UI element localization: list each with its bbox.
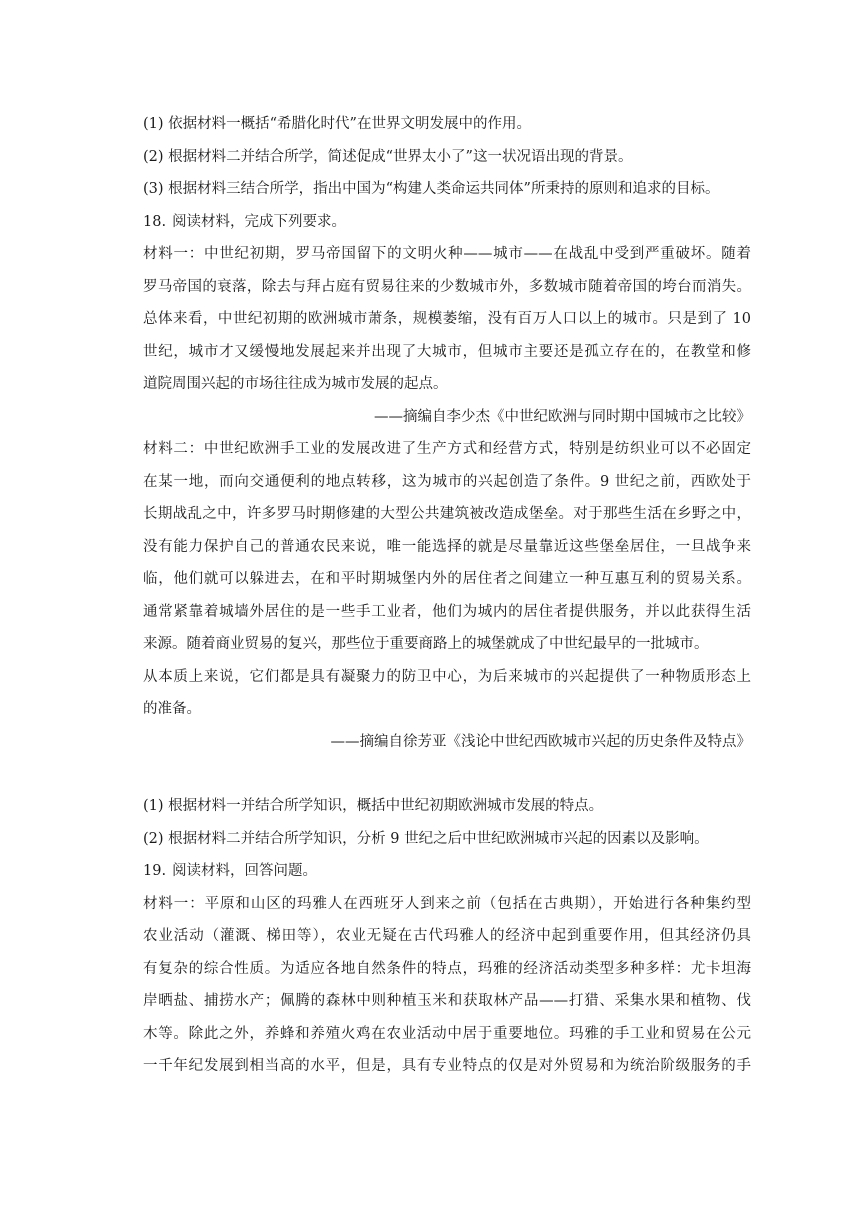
q18-material2-line: 在某一地，而向交通便利的地点转移，这为城市的兴起创造了条件。9 世纪之前，西欧处于 [143, 473, 751, 490]
q19-material1-line: 木等。除此之外，养蜂和养殖火鸡在农业活动中居于重要地位。玛雅的手工业和贸易在公元 [143, 1025, 751, 1042]
q18-number: 18. [143, 213, 167, 230]
q19-prompt: 阅读材料，回答问题。 [172, 863, 318, 879]
q18-material1-line: 材料一：中世纪初期，罗马帝国留下的文明火种——城市——在战乱中受到严重破坏。随着 [143, 246, 751, 262]
q18-material1-line: 总体来看，中世纪初期的欧洲城市萧条，规模萎缩，没有百万人口以上的城市。只是到了 10 [143, 311, 751, 327]
document-page [143, 108, 751, 1083]
q18-material2-line: 没有能力保护自己的普通农民来说，唯一能选择的就是尽量靠近这些堡垒居住，一旦战争来 [143, 538, 751, 555]
q18-sub-question-2: (2) 根据材料二并结合所学知识，分析 9 世纪之后中世纪欧洲城市兴起的因素以及影响。 [143, 830, 709, 847]
q19-material1-line: 农业活动（灌溉、梯田等），农业无疑在古代玛雅人的经济中起到重要作用，但其经济仍具 [143, 928, 751, 944]
q18-prompt: 阅读材料，完成下列要求。 [172, 213, 347, 230]
q18-sub-question-1: (1) 根据材料一并结合所学知识，概括中世纪初期欧洲城市发展的特点。 [143, 798, 604, 814]
q17-sub-question-1: (1) 依据材料一概括“希腊化时代”在世界文明发展中的作用。 [143, 116, 531, 132]
q19-number: 19. [143, 863, 167, 879]
q19-material1-line: 有复杂的综合性质。为适应各地自然条件的特点，玛雅的经济活动类型多种多样：尤卡坦海 [143, 960, 751, 977]
q18-material2-line: 通常紧靠着城墙外居住的是一些手工业者，他们为城内的居住者提供服务，并以此获得生活 [143, 603, 751, 620]
q18-material2-line: 临，他们就可以躲进去，在和平时期城堡内外的居住者之间建立一种互惠互利的贸易关系。 [143, 571, 751, 587]
q18-material2-line: 长期战乱之中，许多罗马时期修建的大型公共建筑被改造成堡垒。对于那些生活在乡野之中， [143, 506, 751, 522]
q18-material2-line: 来源。随着商业贸易的复兴，那些位于重要商路上的城堡就成了中世纪最早的一批城市。 [143, 636, 709, 652]
q18-material1-line: 道院周围兴起的市场往往成为城市发展的起点。 [143, 376, 448, 392]
q18-heading [143, 206, 751, 239]
q18-material1-source: ——摘编自李少杰《中世纪欧洲与同时期中国城市之比较》 [374, 408, 751, 425]
q17-sub-question-3: (3) 根据材料三结合所学，指出中国为“构建人类命运共同体”所秉持的原则和追求的目标。 [143, 181, 720, 197]
q19-heading [143, 855, 751, 888]
section-spacer [143, 758, 751, 790]
q19-material1-line: 岸晒盐、捕捞水产；佩腾的森林中则种植玉米和获取林产品——打猎、采集水果和植物、伐 [143, 993, 751, 1009]
q17-sub-question-2: (2) 根据材料二并结合所学，简述促成“世界太小了”这一状况语出现的背景。 [143, 148, 633, 165]
q18-material2-line: 从本质上来说，它们都是具有凝聚力的防卫中心，为后来城市的兴起提供了一种物质形态上 [143, 668, 751, 685]
q18-material1-line: 罗马帝国的衰落，除去与拜占庭有贸易往来的少数城市外，多数城市随着帝国的垮台而消失。 [143, 278, 751, 295]
q18-material2-line: 材料二：中世纪欧洲手工业的发展改进了生产方式和经营方式，特别是纺织业可以不必固定 [143, 441, 751, 457]
q18-material2-source: ——摘编自徐芳亚《浅论中世纪西欧城市兴起的历史条件及特点》 [330, 733, 751, 750]
q18-material2-line: 的准备。 [143, 701, 201, 717]
q19-material1-line: 材料一：平原和山区的玛雅人在西班牙人到来之前（包括在古典期），开始进行各种集约型 [143, 895, 751, 912]
q18-material1-line: 世纪，城市才又缓慢地发展起来并出现了大城市，但城市主要还是孤立存在的，在教堂和修 [143, 343, 751, 360]
q19-material1-line: 一千年纪发展到相当高的水平，但是，具有专业特点的仅是对外贸易和为统治阶级服务的手 [143, 1058, 751, 1074]
